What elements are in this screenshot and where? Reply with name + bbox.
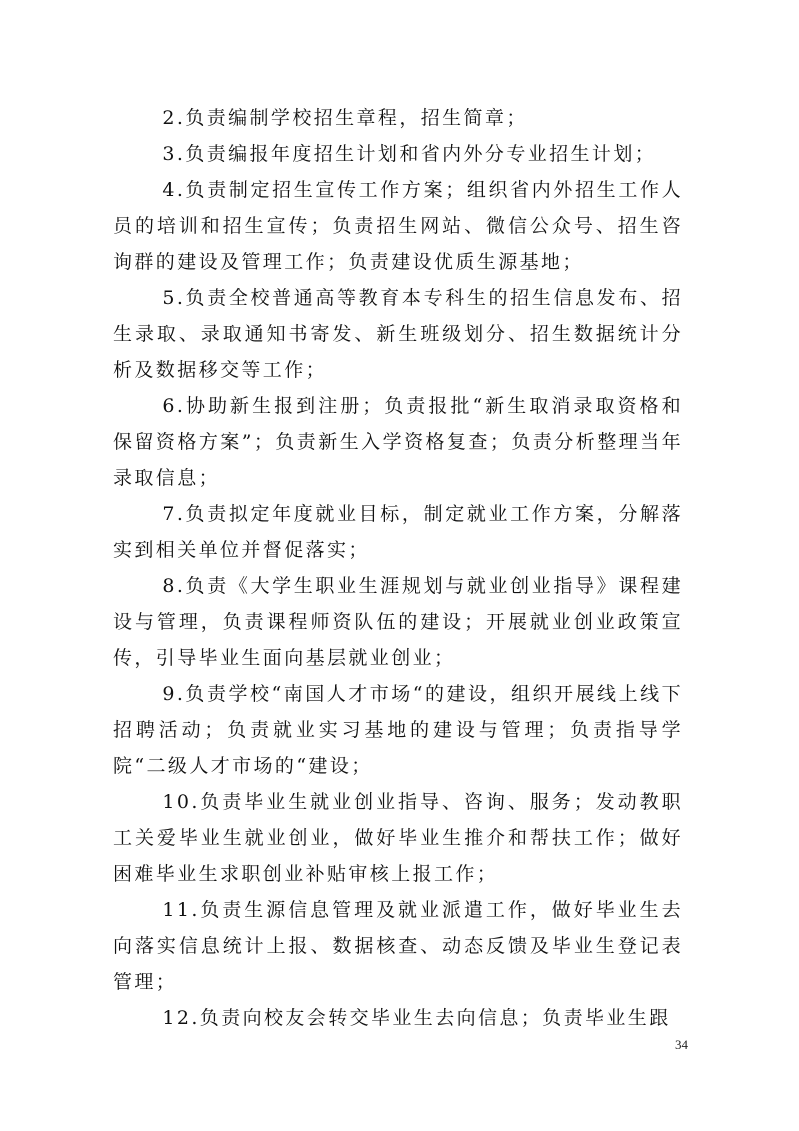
paragraph-item-6: 6.协助新生报到注册；负责报批“新生取消录取资格和保留资格方案”；负责新生入学资格复查；负责分析整理当年录取信息； bbox=[113, 395, 683, 489]
paragraph-item-10: 10.负责毕业生就业创业指导、咨询、服务；发动教职工关爱毕业生就业创业，做好毕业生推介和帮扶工作；做好困难毕业生求职创业补贴审核上报工作； bbox=[113, 791, 683, 885]
paragraph-item-8: 8.负责《大学生职业生涯规划与就业创业指导》课程建设与管理，负责课程师资队伍的建设；开展就业创业政策宣传，引导毕业生面向基层就业创业； bbox=[113, 575, 683, 669]
paragraph-item-11: 11.负责生源信息管理及就业派遣工作，做好毕业生去向落实信息统计上报、数据核查、动态反馈及毕业生登记表管理； bbox=[113, 899, 683, 993]
paragraph-item-7: 7.负责拟定年度就业目标，制定就业工作方案，分解落实到相关单位并督促落实； bbox=[113, 503, 683, 561]
page-number: 34 bbox=[675, 1037, 688, 1052]
paragraph-item-12: 12.负责向校友会转交毕业生去向信息；负责毕业生跟 bbox=[162, 1007, 671, 1029]
paragraph-item-3: 3.负责编报年度招生计划和省内外分专业招生计划； bbox=[162, 143, 657, 165]
document-body bbox=[113, 100, 683, 1036]
paragraph-item-9: 9.负责学校“南国人才市场“的建设，组织开展线上线下招聘活动；负责就业实习基地的建设与管理；负责指导学院“二级人才市场的“建设； bbox=[113, 683, 683, 777]
paragraph-item-5: 5.负责全校普通高等教育本专科生的招生信息发布、招生录取、录取通知书寄发、新生班级划分、招生数据统计分析及数据移交等工作； bbox=[113, 287, 683, 381]
paragraph-item-4: 4.负责制定招生宣传工作方案；组织省内外招生工作人员的培训和招生宣传；负责招生网站、微信公众号、招生咨询群的建设及管理工作；负责建设优质生源基地； bbox=[113, 179, 683, 273]
paragraph-item-2: 2.负责编制学校招生章程，招生简章； bbox=[162, 107, 528, 129]
